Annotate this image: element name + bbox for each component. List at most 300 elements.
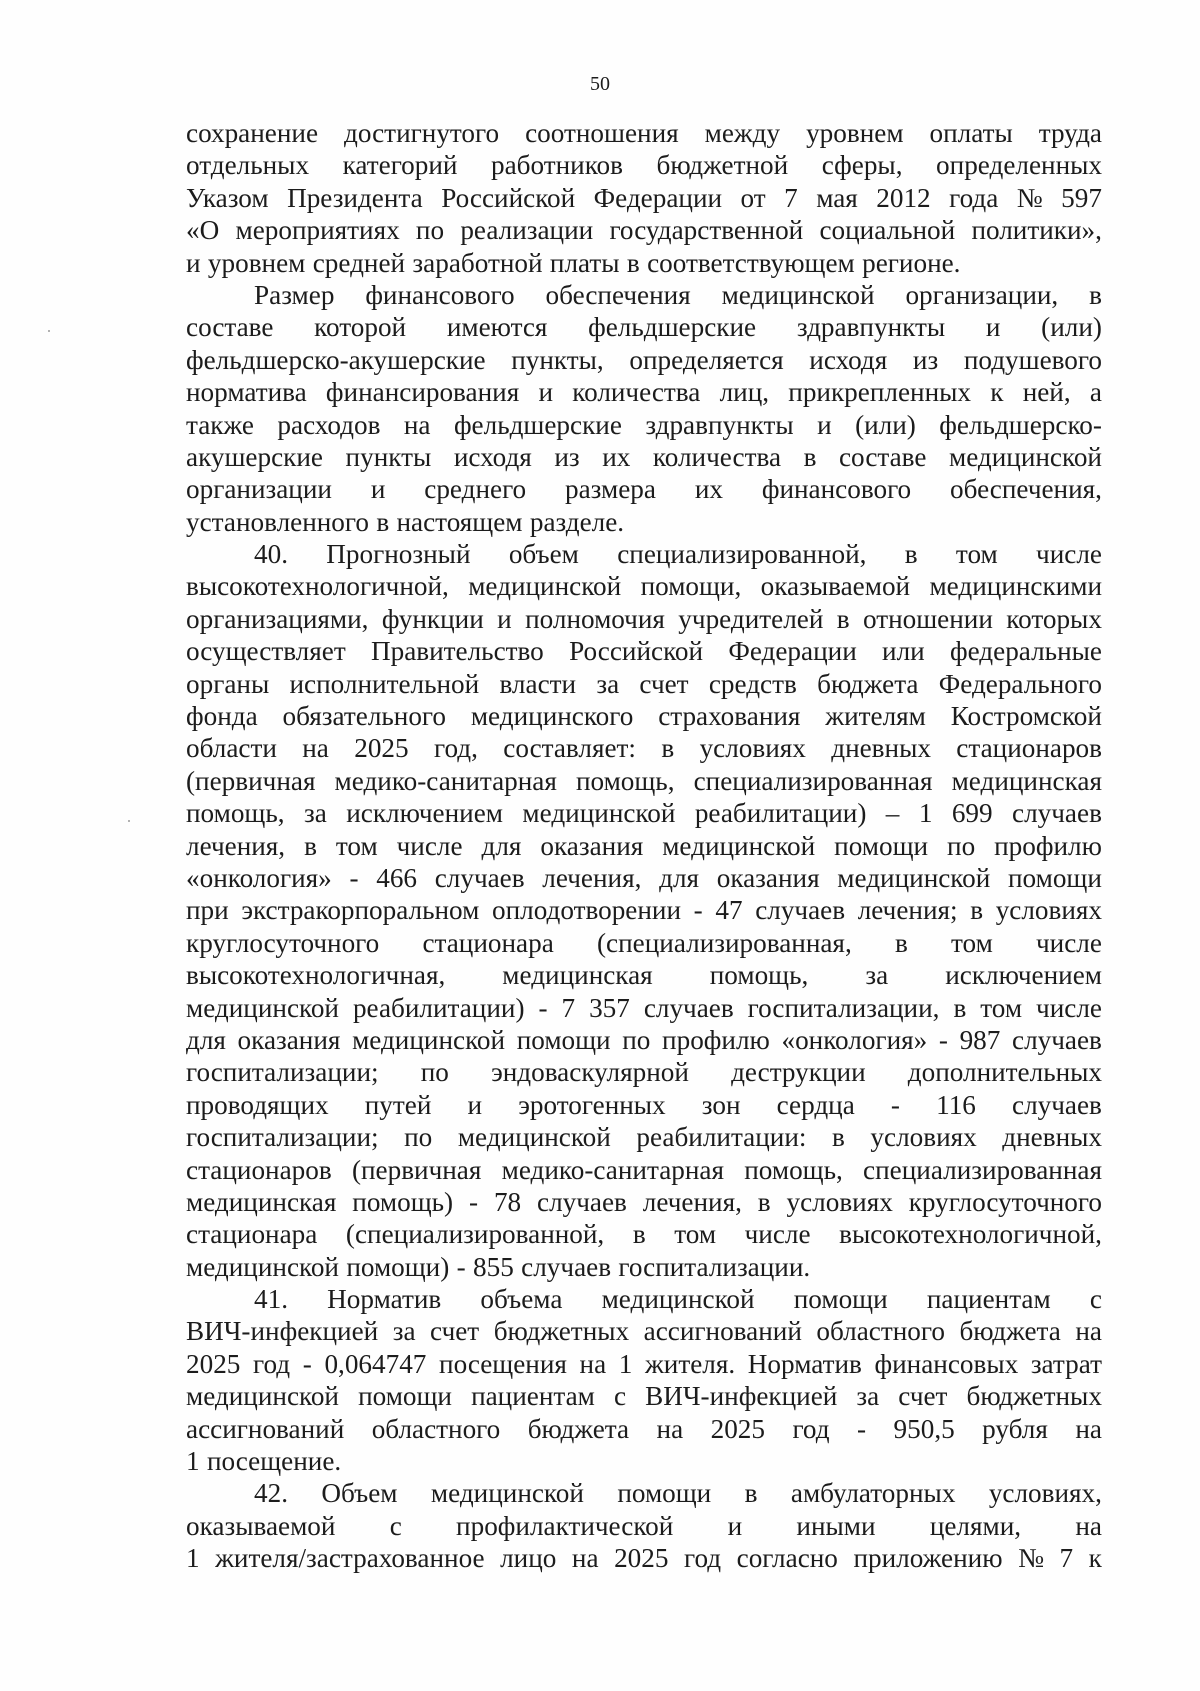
word: определяется — [629, 344, 784, 375]
word: которой — [314, 312, 407, 343]
word: жителя/застрахованное — [215, 1543, 485, 1574]
word: составе — [186, 312, 274, 343]
text-line — [186, 506, 1102, 538]
word: отношении — [862, 603, 993, 634]
word: Президента — [287, 182, 423, 213]
word: составляет: — [503, 733, 636, 764]
word: Федерального — [938, 668, 1102, 699]
word: ВИЧ-инфекцией — [186, 1316, 379, 1347]
word: на — [571, 1543, 599, 1574]
word: или — [882, 636, 925, 667]
word: расходов — [277, 409, 381, 440]
word: случаев — [521, 1251, 612, 1282]
word: стационаров — [186, 1154, 332, 1185]
word: помощь, — [744, 1154, 843, 1185]
text-line — [186, 1056, 1102, 1088]
word: обеспечения, — [950, 474, 1102, 505]
word: «онкология» — [781, 1024, 928, 1055]
text-line — [186, 1186, 1102, 1218]
word: условиях — [870, 1122, 977, 1153]
word: эротогенных — [518, 1089, 666, 1120]
word: помощи) — [346, 1251, 450, 1282]
word: проводящих — [186, 1089, 329, 1120]
word: по — [947, 830, 976, 861]
text-line — [186, 1218, 1102, 1250]
word: норматива — [186, 377, 307, 408]
word: год — [792, 1413, 830, 1444]
text-line — [186, 927, 1102, 959]
word: по — [404, 1122, 433, 1153]
word: высокотехнологичная, — [186, 960, 446, 991]
word: за — [596, 668, 620, 699]
word: сохранение — [186, 118, 319, 148]
word: высокотехнологичной, — [186, 571, 449, 602]
word: бюджета — [527, 1413, 630, 1444]
word: полномочия — [525, 603, 665, 634]
text-line — [186, 344, 1102, 376]
word: исходя — [809, 344, 888, 375]
word: медицинской — [186, 1251, 339, 1282]
word: соответствующем — [647, 247, 855, 278]
word: помощь, — [186, 798, 285, 829]
word: - — [890, 1089, 900, 1120]
word: № — [1018, 1543, 1045, 1574]
text-line — [186, 1154, 1102, 1186]
word: за — [303, 798, 327, 829]
document-body — [186, 117, 1102, 1575]
word: жителям — [825, 701, 926, 732]
word: в — [757, 1186, 771, 1217]
word: на — [403, 409, 431, 440]
word: размера — [565, 474, 656, 505]
word: объема — [480, 1284, 563, 1315]
word: лечения, — [642, 1186, 742, 1217]
word: числе — [744, 1219, 811, 1250]
word: Норматив — [327, 1284, 442, 1315]
word: медицинской — [186, 1381, 339, 1412]
word: посещения — [439, 1348, 567, 1379]
word: условиях, — [988, 1478, 1102, 1509]
word: фельдшерско- — [939, 409, 1102, 440]
word: а — [1089, 377, 1102, 408]
word: организациями, — [186, 603, 369, 634]
text-line — [186, 862, 1102, 894]
word: 987 — [959, 1024, 1001, 1055]
word: работников — [491, 150, 623, 181]
word: в — [894, 927, 908, 958]
word: от — [740, 182, 766, 213]
word: фонда — [186, 701, 258, 732]
word: областного — [371, 1413, 501, 1444]
word: приложению — [853, 1543, 1003, 1574]
word: рубля — [982, 1413, 1048, 1444]
word: 41. — [254, 1284, 288, 1315]
word: 1 — [186, 1446, 200, 1477]
word: счет — [898, 1381, 948, 1412]
word: организации — [186, 474, 332, 505]
text-line — [186, 1477, 1102, 1509]
word: функции — [381, 603, 484, 634]
word: в — [626, 247, 640, 278]
word: в — [744, 1478, 758, 1509]
word: медицинская — [186, 1186, 337, 1217]
word: составе — [838, 441, 927, 472]
word: том — [674, 1219, 717, 1250]
word: количества — [572, 377, 701, 408]
word: определенных — [936, 150, 1102, 181]
word: 2012 — [876, 182, 931, 213]
word: Федерации — [728, 636, 857, 667]
word: путей — [364, 1089, 432, 1120]
word: в — [832, 1122, 845, 1153]
word: и — [497, 603, 512, 634]
word: помощи — [793, 1284, 888, 1315]
word: настоящем — [396, 506, 523, 537]
text-line — [186, 765, 1102, 797]
word: в — [970, 895, 984, 926]
word: медицинской — [430, 1478, 584, 1509]
word: платы — [549, 247, 620, 278]
word: Правительство — [370, 636, 544, 667]
word: бюджета — [959, 1316, 1061, 1347]
word: - — [302, 1348, 312, 1379]
word: к — [990, 377, 1004, 408]
word: 7 — [1059, 1543, 1074, 1574]
word: медицинской — [457, 1122, 611, 1153]
word: достигнутого — [344, 118, 500, 148]
word: и — [370, 474, 386, 505]
word: за — [865, 960, 889, 991]
word: среднего — [424, 474, 527, 505]
word: - — [468, 1186, 479, 1217]
word: медицинской — [522, 798, 676, 829]
word: оказания — [716, 862, 820, 893]
word: на — [302, 733, 329, 764]
word: специализированная — [693, 765, 933, 796]
text-line — [186, 668, 1102, 700]
word: 950,5 — [893, 1413, 955, 1444]
word: бюджетных — [966, 1381, 1102, 1412]
word: соотношения — [525, 118, 679, 148]
word: отдельных — [186, 150, 310, 181]
word: имеются — [446, 312, 548, 343]
word: медицинской — [601, 1284, 755, 1315]
word: лечения, — [186, 830, 286, 861]
word: профилю — [662, 1024, 770, 1055]
word: медико-санитарная — [334, 765, 557, 796]
word: государственной — [609, 215, 804, 246]
word: «О — [186, 215, 220, 246]
word: Федерации — [593, 182, 723, 213]
word: и — [186, 247, 201, 278]
word: при — [186, 895, 229, 926]
word: 78 — [493, 1186, 522, 1217]
word: согласно — [736, 1543, 838, 1574]
word: по — [415, 215, 445, 246]
word: 1 — [918, 798, 933, 829]
text-line — [186, 1283, 1102, 1315]
word: на — [1075, 1316, 1102, 1347]
word: уровнем — [207, 247, 306, 278]
word: затрат — [1030, 1348, 1102, 1379]
word: медицинская — [502, 960, 653, 991]
word: уровнем — [806, 118, 904, 148]
text-line — [186, 732, 1102, 764]
word: 466 — [376, 862, 418, 893]
word: случаев — [1012, 798, 1102, 829]
word: госпитализации. — [618, 1251, 811, 1282]
word: эндоваскулярной — [491, 1057, 689, 1088]
word: организации, — [905, 279, 1059, 310]
word: их — [694, 474, 723, 505]
scan-speck — [48, 330, 50, 332]
word: реабилитации) — [694, 798, 867, 829]
word: для — [481, 830, 522, 861]
word: 0,064747 — [324, 1348, 427, 1379]
word: случаев — [643, 992, 734, 1023]
word: медицинскими — [929, 571, 1102, 602]
word: исполнительной — [289, 668, 480, 699]
word: в — [661, 733, 675, 764]
word: в — [953, 992, 967, 1023]
word: стационаров — [956, 733, 1102, 764]
word: № — [1016, 182, 1043, 213]
word: лечения, — [542, 862, 642, 893]
word: 42. — [254, 1478, 288, 1509]
word: помощи — [1007, 862, 1102, 893]
word: 116 — [936, 1089, 976, 1120]
text-line — [186, 247, 1102, 279]
word: счет — [430, 1316, 480, 1347]
word: с — [613, 1381, 627, 1412]
text-line — [186, 279, 1102, 311]
text-line — [186, 830, 1102, 862]
text-line — [186, 1315, 1102, 1347]
word: из — [912, 344, 939, 375]
word: и — [985, 312, 1001, 343]
text-line — [186, 1121, 1102, 1153]
word: пациентам — [926, 1284, 1051, 1315]
word: 357 — [589, 992, 630, 1023]
word: бюджетных — [493, 1316, 630, 1347]
word: медицинской — [662, 830, 816, 861]
word: помощь, — [709, 960, 809, 991]
word: медицинская — [951, 765, 1102, 796]
word: (специализированной, — [345, 1219, 605, 1250]
word: областного — [816, 1316, 945, 1347]
word: фельдшерские — [453, 409, 622, 440]
text-line — [186, 797, 1102, 829]
word: 1 — [618, 1348, 633, 1379]
word: сферы, — [821, 150, 903, 181]
word: 2025 — [710, 1413, 765, 1444]
text-line — [186, 441, 1102, 473]
word: стационара — [186, 1219, 318, 1250]
text-line — [186, 149, 1102, 181]
word: - — [857, 1413, 867, 1444]
word: специализированной, — [617, 539, 867, 570]
word: том — [335, 830, 378, 861]
word: средней — [312, 247, 406, 278]
word: в — [632, 1219, 646, 1250]
word: (или) — [1041, 312, 1102, 343]
text-line — [186, 1024, 1102, 1056]
word: мероприятиях — [235, 215, 400, 246]
word: которых — [1006, 603, 1102, 634]
word: круглосуточного — [186, 927, 380, 958]
word: зон — [701, 1089, 741, 1120]
word: финансирования — [325, 377, 520, 408]
text-line — [186, 117, 1102, 149]
word: установленного — [186, 506, 369, 537]
word: за — [392, 1316, 416, 1347]
word: по — [622, 1024, 651, 1055]
word: категорий — [342, 150, 458, 181]
word: медицинской — [468, 571, 622, 602]
word: помощи — [358, 1381, 452, 1412]
text-line — [186, 570, 1102, 602]
word: том — [980, 992, 1023, 1023]
word: объем — [508, 539, 579, 570]
word: власти — [499, 668, 577, 699]
word: медико-санитарная — [501, 1154, 724, 1185]
word: 40. — [254, 539, 288, 570]
word: госпитализации, — [747, 992, 940, 1023]
word: в — [376, 506, 390, 537]
text-line — [186, 1089, 1102, 1121]
word: пациентам — [471, 1381, 595, 1412]
text-line — [186, 603, 1102, 635]
word: здравпункты — [796, 312, 946, 343]
word: финансового — [365, 279, 515, 310]
text-line — [186, 409, 1102, 441]
text-line — [186, 1348, 1102, 1380]
word: амбулаторных — [790, 1478, 956, 1509]
word: политики», — [971, 215, 1102, 246]
word: случаев — [1012, 1024, 1102, 1055]
word: круглосуточного — [908, 1186, 1102, 1217]
word: на — [1075, 1413, 1102, 1444]
word: экстракорпоральном — [241, 895, 480, 926]
word: средств — [708, 668, 797, 699]
word: обязательного — [282, 701, 446, 732]
word: деструкции — [731, 1057, 866, 1088]
word: высокотехнологичной, — [839, 1219, 1102, 1250]
word: числе — [396, 830, 463, 861]
word: на — [656, 1413, 684, 1444]
word: 597 — [1061, 182, 1102, 213]
word: на — [1075, 1510, 1102, 1541]
word: к — [1088, 1543, 1102, 1574]
text-line — [186, 992, 1102, 1024]
word: 2025 — [186, 1348, 241, 1379]
word: год — [253, 1348, 291, 1379]
text-line — [186, 1413, 1102, 1445]
word: исключением — [945, 960, 1102, 991]
word: 7 — [784, 182, 798, 213]
word: области — [186, 733, 277, 764]
word: их — [602, 441, 631, 472]
word: посещение. — [206, 1446, 342, 1477]
text-line — [186, 1251, 1102, 1283]
word: Размер — [254, 279, 335, 310]
word: счет — [639, 668, 689, 699]
word: ВИЧ-инфекцией — [645, 1381, 838, 1412]
word: (первичная — [351, 1154, 482, 1185]
word: условиях — [699, 733, 806, 764]
word: числе — [1036, 927, 1102, 958]
word: дневных — [1002, 1122, 1102, 1153]
word: с — [1089, 1284, 1102, 1315]
word: 855 — [473, 1251, 514, 1282]
word: труда — [1038, 118, 1102, 148]
word: профилю — [994, 830, 1102, 861]
word: (специализированная, — [596, 927, 852, 958]
word: профилактической — [456, 1510, 674, 1541]
word: случаев — [434, 862, 525, 893]
word: года — [949, 182, 999, 213]
text-line — [186, 1445, 1102, 1477]
word: помощи — [834, 830, 929, 861]
word: регионе. — [862, 247, 961, 278]
word: дополнительных — [907, 1057, 1102, 1088]
word: - — [693, 895, 703, 926]
text-line — [186, 376, 1102, 408]
word: числе — [1036, 992, 1102, 1023]
word: 1 — [186, 1543, 200, 1574]
word: - — [349, 862, 359, 893]
word: ассигнований — [643, 1316, 802, 1347]
word: здравпункты — [645, 409, 794, 440]
word: оказания — [237, 1024, 341, 1055]
word: лиц, — [719, 377, 770, 408]
word: финансового — [761, 474, 912, 505]
word: специализированная — [863, 1154, 1102, 1185]
word: реабилитации: — [636, 1122, 807, 1153]
word: помощь) — [352, 1186, 454, 1217]
word: страхования — [658, 701, 801, 732]
word: медицинского — [470, 701, 634, 732]
word: - — [456, 1251, 466, 1282]
word: органы — [186, 668, 270, 699]
word: ассигнований — [186, 1413, 345, 1444]
word: случаев — [1012, 1089, 1102, 1120]
word: 699 — [951, 798, 993, 829]
word: Российской — [569, 636, 704, 667]
word: условиях — [995, 895, 1102, 926]
text-line — [186, 538, 1102, 570]
word: случаев — [537, 1186, 627, 1217]
word: фельдшерско-акушерские — [186, 344, 486, 375]
word: целями, — [929, 1510, 1022, 1541]
word: медицинской — [837, 862, 991, 893]
word: и — [467, 1089, 483, 1120]
word: с — [389, 1510, 402, 1541]
word: числе — [1036, 539, 1102, 570]
word: бюджетной — [656, 150, 789, 181]
word: медицинской — [948, 441, 1102, 472]
word: помощи — [516, 1024, 611, 1055]
word: из — [554, 441, 580, 472]
word: Костромской — [950, 701, 1102, 732]
word: и — [538, 377, 554, 408]
word: год, — [433, 733, 478, 764]
word: фельдшерские — [588, 312, 757, 343]
text-line — [186, 700, 1102, 732]
word: социальной — [819, 215, 956, 246]
text-line — [186, 1510, 1102, 1542]
word: помощь, — [575, 765, 675, 796]
